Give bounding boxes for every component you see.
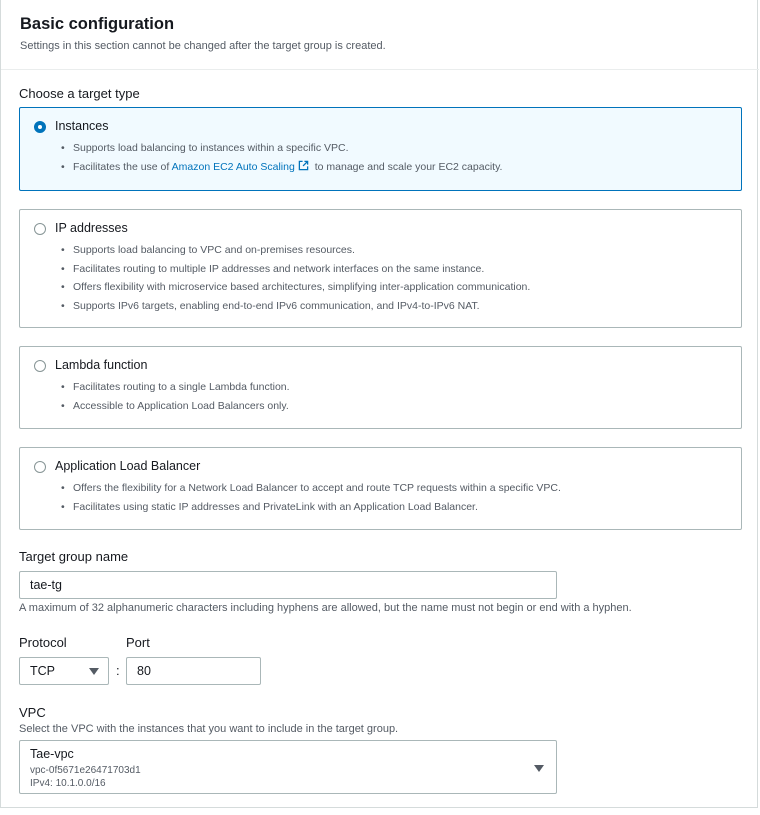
target-type-alb-option[interactable] [19, 447, 742, 530]
external-link-icon[interactable] [298, 160, 309, 171]
bullet: • Supports IPv6 targets, enabling end-to-end IPv6 communication, and IPv4-to-IPv6 NAT. [55, 297, 530, 316]
option-bullets [55, 139, 502, 176]
vpc-cidr: IPv4: 10.1.0.0/16 [30, 778, 106, 789]
bullet: • Facilitates routing to multiple IP addresses and network interfaces on the same instance. [55, 260, 530, 279]
target-group-name-constraint: A maximum of 32 alphanumeric characters including hyphens are allowed, but the name must not begin or end with a hyphen. [19, 602, 632, 614]
port-input[interactable]: 80 [126, 657, 261, 685]
bullet: • Accessible to Application Load Balancers only. [55, 397, 290, 416]
bullet: • Offers the flexibility for a Network Load Balancer to accept and route TCP requests within a specific VPC. [55, 479, 561, 498]
option-bullets [55, 378, 290, 415]
vpc-description: Select the VPC with the instances that you want to include in the target group. [19, 723, 399, 735]
port-separator: : [116, 663, 120, 678]
option-bullets [55, 479, 561, 516]
target-group-name-input[interactable]: tae-tg [19, 571, 557, 599]
option-title: Application Load Balancer [55, 459, 201, 473]
protocol-select[interactable] [19, 657, 109, 685]
panel-header [1, 0, 759, 70]
caret-down-icon [89, 668, 99, 675]
bullet: • Supports load balancing to VPC and on-premises resources. [55, 241, 530, 260]
target-type-label: Choose a target type [19, 86, 140, 101]
section-subtitle: Settings in this section cannot be changed after the target group is created. [20, 40, 386, 52]
bullet-text-prefix: Facilitates the use of [73, 160, 172, 173]
bullet-text-suffix: to manage and scale your EC2 capacity. [311, 160, 503, 173]
option-title: IP addresses [55, 221, 128, 235]
target-type-ip-addresses-option[interactable] [19, 209, 742, 328]
target-type-lambda-option[interactable] [19, 346, 742, 429]
target-type-instances-option[interactable] [19, 107, 742, 191]
bullet: • Supports load balancing to instances within a specific VPC. [55, 139, 502, 158]
bullet: • Facilitates using static IP addresses and PrivateLink with an Application Load Balancer. [55, 498, 561, 517]
caret-down-icon [534, 765, 544, 772]
option-bullets [55, 241, 530, 315]
option-title: Lambda function [55, 358, 148, 372]
radio-instances[interactable] [34, 121, 46, 133]
section-title: Basic configuration [20, 15, 175, 33]
radio-lambda-function[interactable] [34, 360, 46, 372]
option-title: Instances [55, 119, 109, 133]
protocol-label: Protocol [19, 635, 67, 650]
vpc-select[interactable] [19, 740, 557, 794]
protocol-value: TCP [30, 664, 55, 678]
radio-ip-addresses[interactable] [34, 223, 46, 235]
vpc-id: vpc-0f5671e26471703d1 [30, 765, 141, 776]
vpc-label: VPC [19, 705, 46, 720]
target-group-name-label: Target group name [19, 549, 129, 564]
vpc-name: Tae-vpc [30, 747, 74, 761]
port-label: Port [126, 635, 150, 650]
radio-application-load-balancer[interactable] [34, 461, 46, 473]
bullet: • Offers flexibility with microservice based architectures, simplifying inter-application communication. [55, 278, 530, 297]
ec2-auto-scaling-link[interactable]: Amazon EC2 Auto Scaling [171, 160, 295, 173]
bullet: • Facilitates routing to a single Lambda function. [55, 378, 290, 397]
bullet-autoscaling [55, 158, 502, 177]
